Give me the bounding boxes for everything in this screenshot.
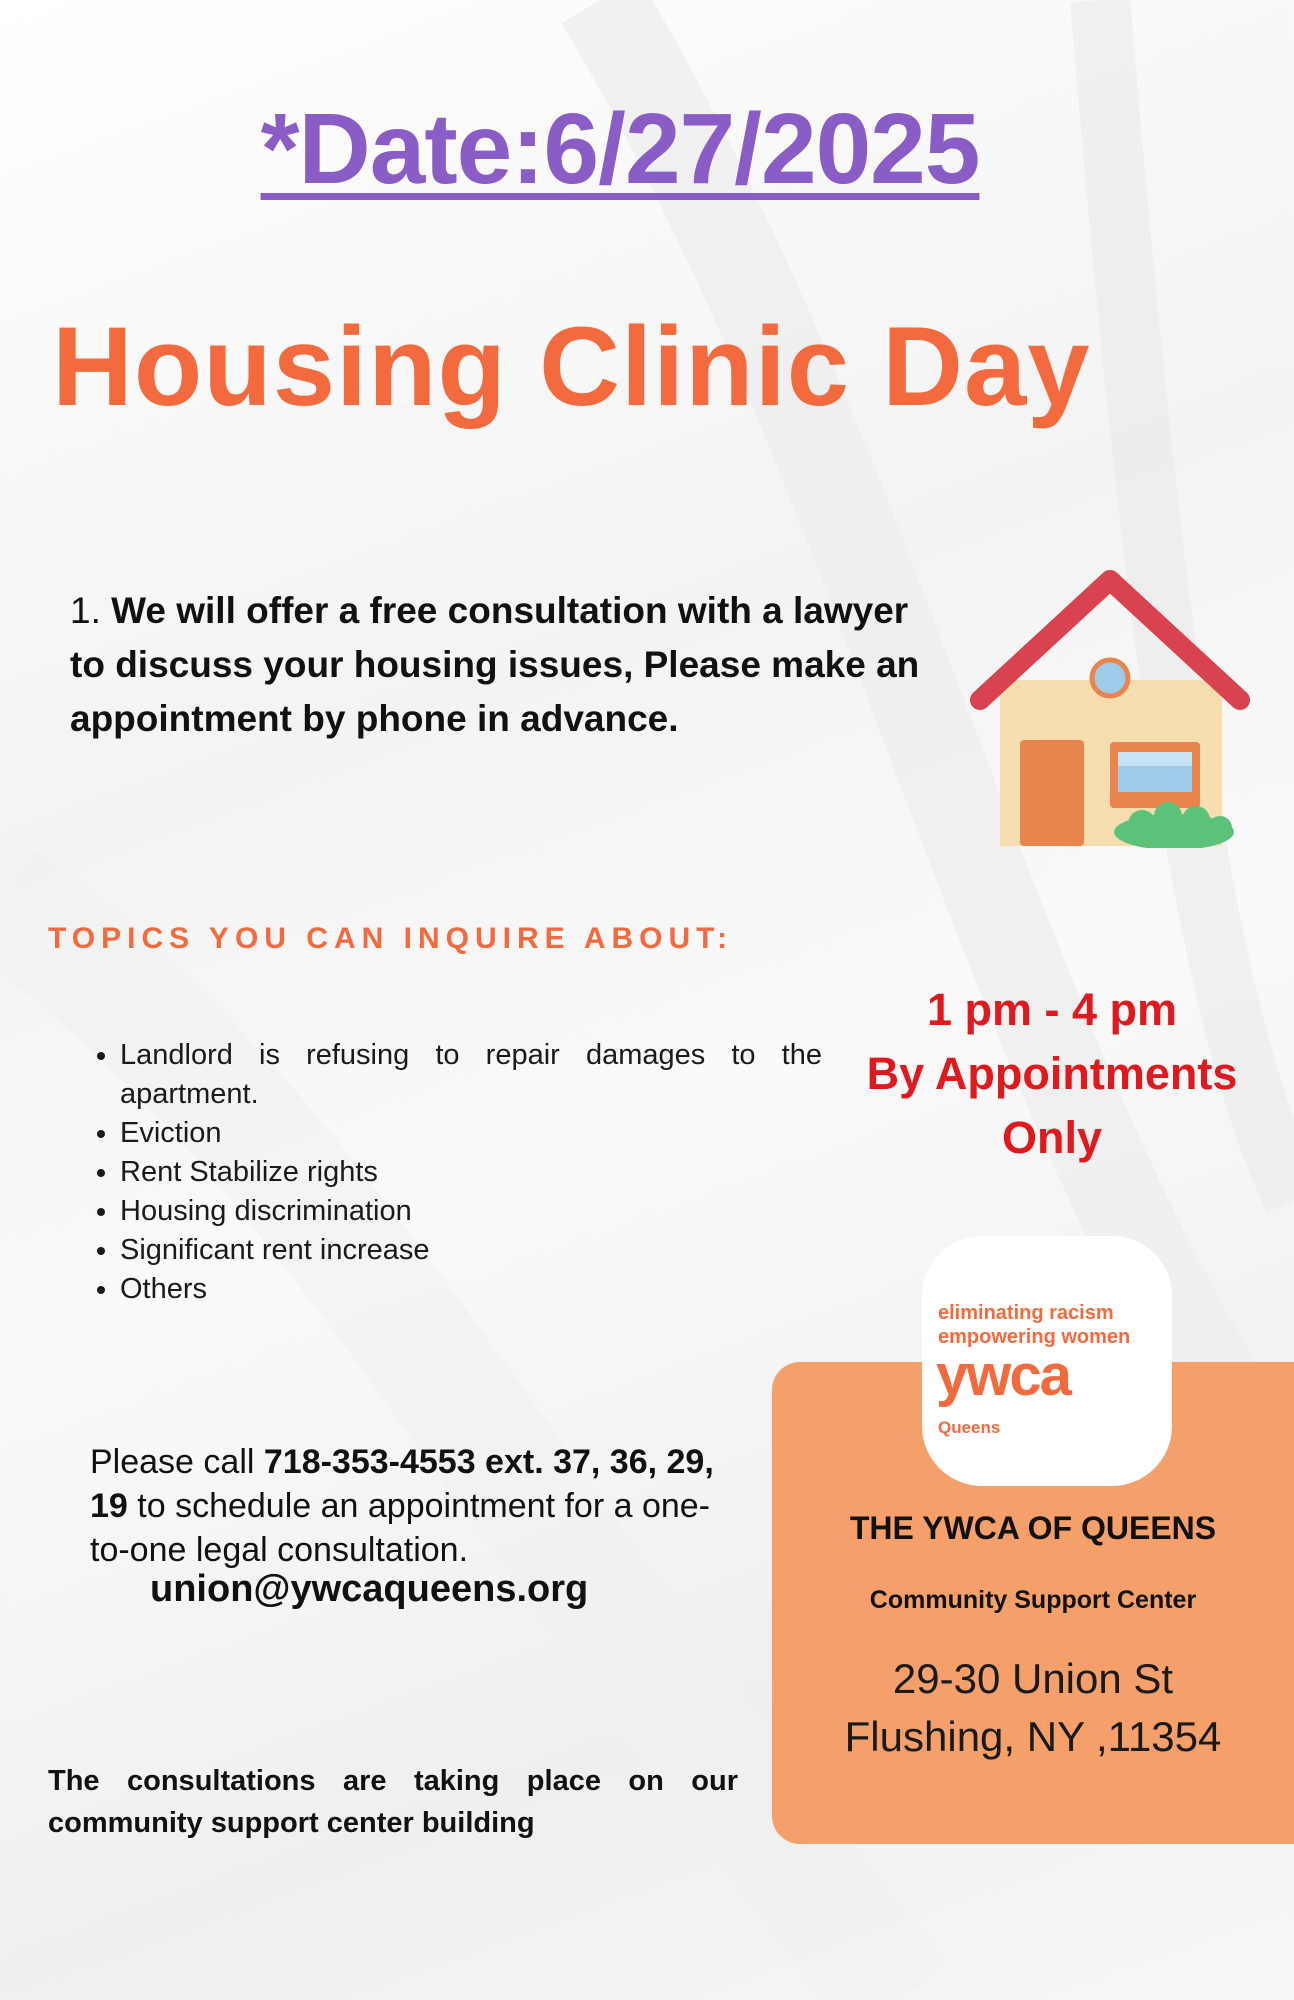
event-date: *Date:6/27/2025 [260, 93, 980, 205]
list-item: • Eviction [120, 1114, 822, 1153]
list-item: • Housing discrimination [120, 1192, 822, 1231]
offer-paragraph [70, 584, 930, 746]
hours-time: 1 pm - 4 pm [926, 984, 1178, 1035]
hours-only: Only [1001, 1112, 1103, 1163]
list-item: • Landlord is refusing to repair damages to the apartment. [120, 1036, 822, 1114]
call-instructions [90, 1440, 730, 1572]
call-prefix: Please call [90, 1443, 264, 1481]
list-item: • Others [120, 1270, 822, 1309]
organization-address [780, 1650, 1286, 1766]
offer-number: 1. [70, 590, 101, 631]
address-line-1: 29-30 Union St [892, 1655, 1174, 1702]
phone-number[interactable]: 718-353-4553 ext. 37, 36, 29, 19 [90, 1443, 714, 1525]
logo-subtitle: Queens [938, 1418, 1001, 1437]
logo-tagline-1: eliminating racism [938, 1302, 1114, 1324]
topics-heading: TOPICS YOU CAN INQUIRE ABOUT: [48, 922, 734, 955]
topics-list [76, 1036, 822, 1309]
call-suffix: to schedule an appointment for a one-to-one legal consultation. [90, 1487, 710, 1569]
list-item: • Rent Stabilize rights [120, 1153, 822, 1192]
offer-text: We will offer a free consultation with a lawyer to discuss your housing issues, Please make an appointment by phone in advance. [70, 590, 920, 739]
address-line-2: Flushing, NY ,11354 [844, 1713, 1222, 1760]
logo-tagline-2: empowering women [938, 1326, 1131, 1348]
hours-block [822, 978, 1282, 1170]
ywca-logo [922, 1236, 1172, 1486]
page-title: Housing Clinic Day [52, 304, 1091, 429]
hours-appointments: By Appointments [866, 1048, 1238, 1099]
venue-note: The consultations are taking place on our community support center building [48, 1765, 738, 1839]
house-icon [970, 562, 1250, 848]
contact-email[interactable]: union@ywcaqueens.org [150, 1568, 589, 1610]
logo-wordmark: ywca [936, 1343, 1070, 1408]
list-item: • Significant rent increase [120, 1231, 822, 1270]
organization-name: THE YWCA OF QUEENS [849, 1510, 1217, 1546]
organization-center: Community Support Center [869, 1586, 1197, 1614]
